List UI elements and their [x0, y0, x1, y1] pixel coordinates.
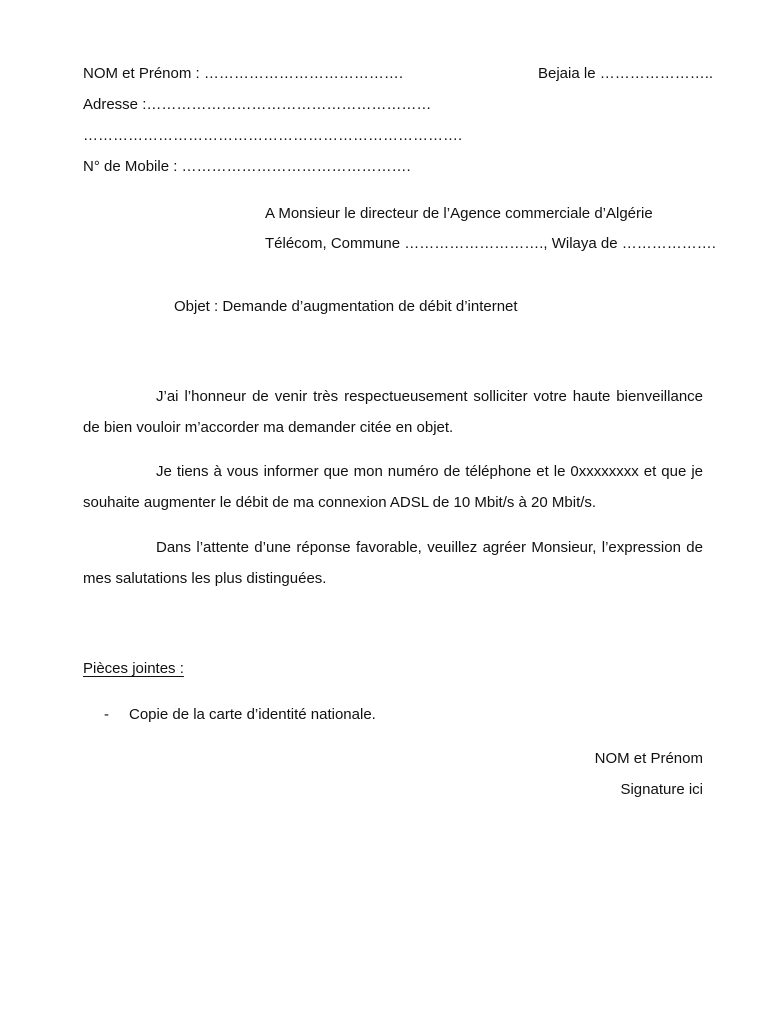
- sender-address-line: Adresse :…………………………………………………: [83, 96, 432, 113]
- signature-placeholder: Signature ici: [620, 781, 703, 798]
- signature-name: NOM et Prénom: [594, 750, 703, 767]
- place-date-line: Bejaia le …………………..: [538, 65, 714, 82]
- subject-line: Objet : Demande d’augmentation de débit d’internet: [174, 298, 518, 315]
- body-paragraph-3: Dans l’attente d’une réponse favorable, veuillez agréer Monsieur, l’expression de mes salutations les plus distinguées.: [83, 539, 703, 587]
- attachments-heading: Pièces jointes :: [83, 660, 184, 677]
- recipient-line-1: A Monsieur le directeur de l’Agence commerciale d’Algérie: [265, 205, 653, 222]
- sender-name-line: NOM et Prénom : ………………………………….: [83, 65, 404, 82]
- attachment-bullet: -: [104, 706, 109, 723]
- recipient-line-2: Télécom, Commune ………………………., Wilaya de ……………….: [265, 235, 716, 252]
- body-paragraph-1: J’ai l’honneur de venir très respectueusement solliciter votre haute bienveillance de bien vouloir m’accorder ma demander citée en objet.: [83, 388, 703, 436]
- sender-address-continuation: ………………………………………………………………….: [83, 127, 463, 144]
- sender-mobile-line: N° de Mobile : ……………………………………….: [83, 158, 411, 175]
- body-paragraph-2: Je tiens à vous informer que mon numéro de téléphone et le 0xxxxxxxx et que je souhaite augmenter le débit de ma connexion ADSL de 10 Mbit/s à 20 Mbit/s.: [83, 463, 703, 511]
- attachment-item: Copie de la carte d’identité nationale.: [129, 706, 376, 723]
